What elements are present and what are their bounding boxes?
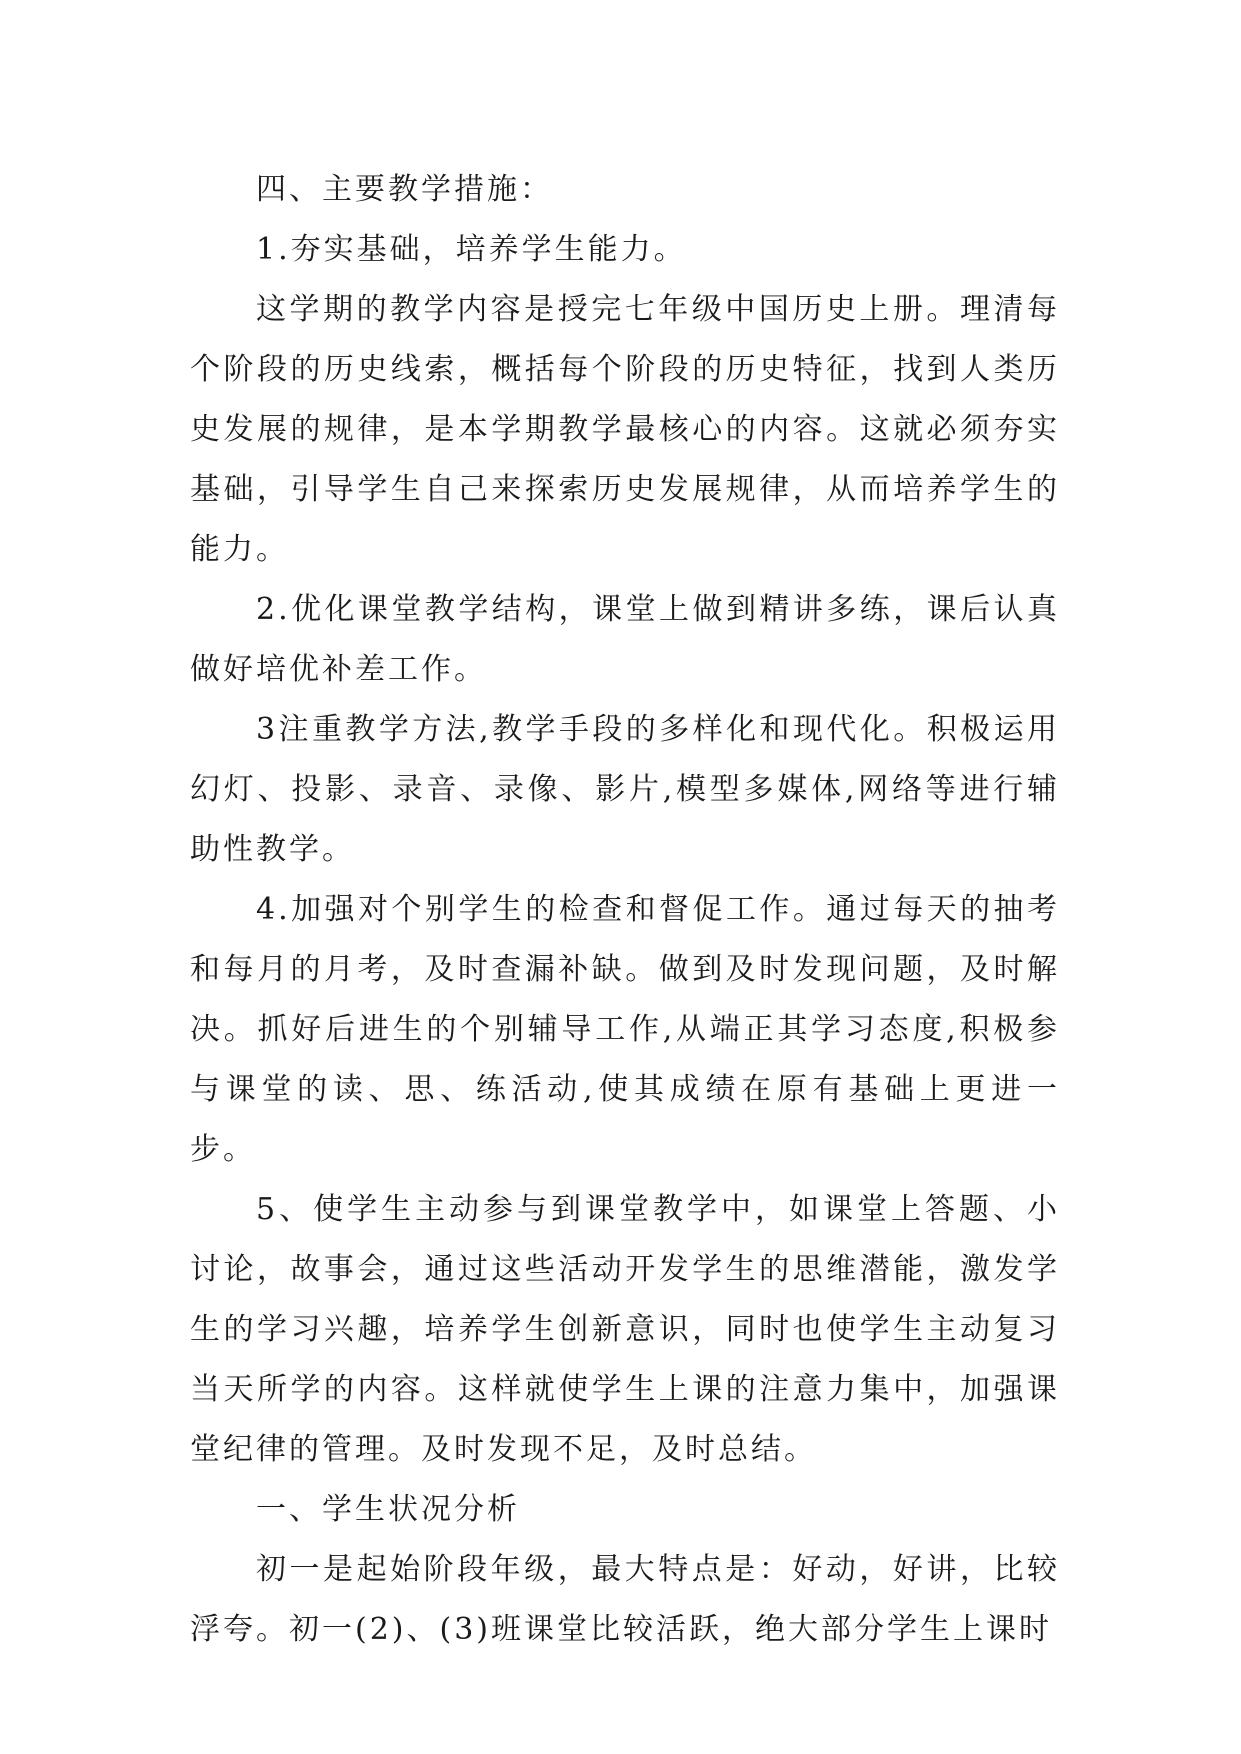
measure-1-body: 这学期的教学内容是授完七年级中国历史上册。理清每个阶段的历史线索，概括每个阶段的历史特征，找到人类历史发展的规律，是本学期教学最核心的内容。这就必须夯实基础，引导学生自己来探索历史发展规律，从而培养学生的能力。 bbox=[190, 292, 1060, 567]
document-body bbox=[190, 160, 1060, 1660]
measure-1-title: 1.夯实基础，培养学生能力。 bbox=[256, 232, 687, 267]
measure-3: 3注重教学方法,教学手段的多样化和现代化。积极运用幻灯、投影、录音、录像、影片,模型多媒体,网络等进行辅助性教学。 bbox=[190, 712, 1060, 867]
section-heading-student-analysis: 一、学生状况分析 bbox=[256, 1492, 520, 1527]
section-heading-teaching-measures: 四、主要教学措施： bbox=[256, 172, 553, 207]
measure-2: 2.优化课堂教学结构，课堂上做到精讲多练，课后认真做好培优补差工作。 bbox=[190, 592, 1060, 687]
measure-4: 4.加强对个别学生的检查和督促工作。通过每天的抽考和每月的月考，及时查漏补缺。做到及时发现问题，及时解决。抓好后进生的个别辅导工作,从端正其学习态度,积极参与课堂的读、思、练活动,使其成绩在原有基础上更进一步。 bbox=[190, 892, 1060, 1167]
student-analysis-body: 初一是起始阶段年级，最大特点是：好动，好讲，比较浮夸。初一(2)、(3)班课堂比较活跃，绝大部分学生上课时 bbox=[190, 1552, 1060, 1647]
measure-5: 5、使学生主动参与到课堂教学中，如课堂上答题、小讨论，故事会，通过这些活动开发学生的思维潜能，激发学生的学习兴趣，培养学生创新意识，同时也使学生主动复习当天所学的内容。这样就使学生上课的注意力集中，加强课堂纪律的管理。及时发现不足，及时总结。 bbox=[190, 1192, 1060, 1467]
